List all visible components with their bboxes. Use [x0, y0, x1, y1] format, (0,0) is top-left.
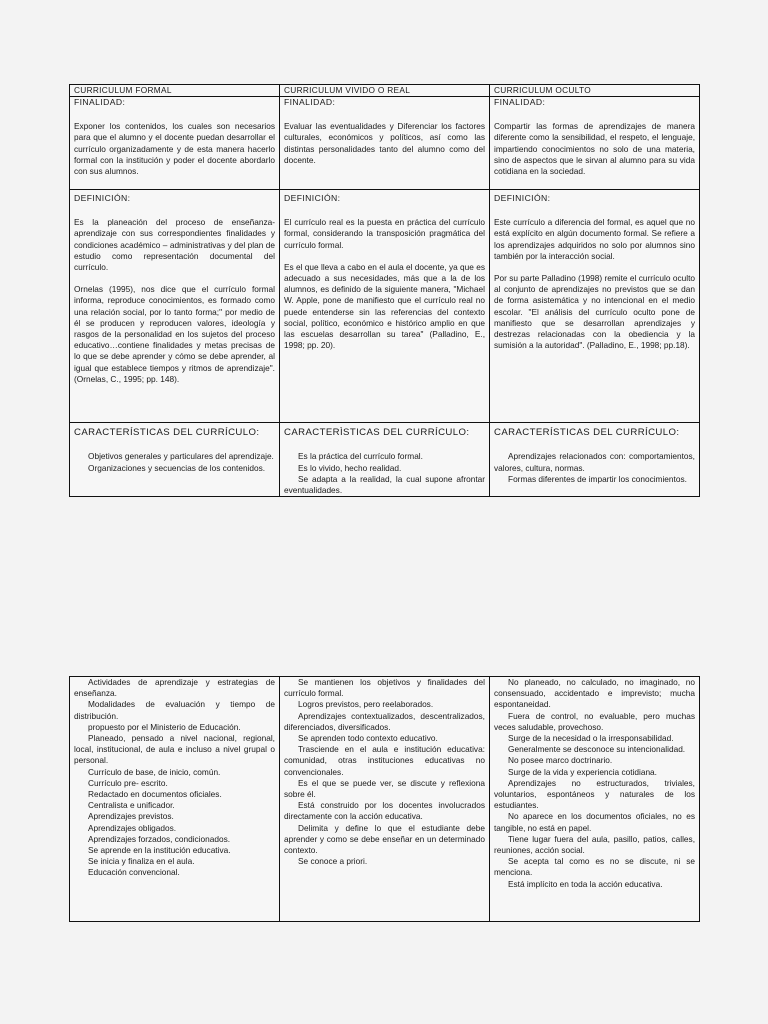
list-item: Aprendizajes relacionados con: comportamientos, valores, cultura, normas. — [494, 451, 695, 473]
caracteristicas-row — [70, 423, 700, 497]
finalidad-label: FINALIDAD: — [284, 97, 336, 108]
definicion-paragraph: Por su parte Palladino (1998) remite el currículo oculto al conjunto de aprendizajes no previstos que se dan de forma asistemática y no intencional en el medio escolar. "El análisis del currículo oculto pone de manifiesto que se desarrollan aprendizajes y destrezas relacionadas con la obediencia y la sumisión a la autoridad". (Palladino, E., 1998; pp.18). — [494, 273, 695, 351]
list-item: Delimita y define lo que el estudiante debe aprender y como se debe enseñar en un determinado contexto. — [284, 822, 485, 856]
finalidad-text: Compartir las formas de aprendizajes de manera diferente como la sensibilidad, el respeto, el lenguaje, impartiendo conocimientos no solo de una materia, sino de aspectos que le sirvan al alumno para su vida cotidiana en la sociedad. — [494, 121, 695, 177]
definicion-cell-oculto — [490, 190, 700, 423]
header-curriculum-oculto: CURRICULUM OCULTO — [490, 85, 700, 97]
curriculum-comparison-table — [69, 84, 700, 497]
caracteristicas-cell-oculto — [490, 423, 700, 497]
list-item: Actividades de aprendizaje y estrategias de enseñanza. — [74, 677, 275, 699]
definicion-paragraph: Ornelas (1995), nos dice que el currículo formal informa, reproduce conocimientos, es formado como una relación social, por lo tanto forma;" por medio de él se producen y reproducen valores, ideología y rasgos de la personalidad en los sujetos del proceso educativo…contiene finalidades y metas precisas de lo que se debe aprender y cómo se debe aprender, al igual que establece tiempos y ritmos de aprendizaje". (Ornelas, C., 1995; pp. 148). — [74, 284, 275, 384]
list-item: Formas diferentes de impartir los conocimientos. — [508, 473, 687, 484]
list-item: Aprendizajes contextualizados, descentralizados, diferenciados, diversificados. — [284, 710, 485, 732]
finalidad-row — [70, 97, 700, 190]
characteristics-list-row — [70, 677, 700, 922]
real-characteristics-cell — [280, 677, 490, 922]
list-item: Currículo pre- escrito. — [88, 777, 168, 788]
definicion-paragraph: El currículo real es la puesta en práctica del currículo formal, considerando la transposición pragmática del currículo formal. — [284, 217, 485, 250]
list-item: Se acepta tal como es no se discute, ni se menciona. — [494, 856, 695, 878]
finalidad-cell-oculto — [490, 97, 700, 190]
list-item: Trasciende en el aula e institución educativa: comunidad, otras instituciones educativas no convencionales. — [284, 744, 485, 777]
list-item: No planeado, no calculado, no imaginado, no consensuado, accidentado e imprevisto; mucha espontaneidad. — [494, 677, 695, 710]
list-item: Está construido por los docentes involucrados directamente con la acción educativa. — [284, 800, 485, 822]
caracteristicas-label: CARACTERÍSTICAS DEL CURRÍCULO: — [494, 427, 680, 439]
header-curriculum-formal: CURRICULUM FORMAL — [70, 85, 280, 97]
definicion-label: DEFINICIÓN: — [74, 193, 131, 204]
list-item: Se mantienen los objetivos y finalidades del currículo formal. — [284, 677, 485, 699]
list-item: Aprendizajes previstos. — [88, 811, 174, 822]
definicion-paragraph: Es el que lleva a cabo en el aula el docente, ya que es adecuado a sus necesidades, más que a la de los alumnos, es definido de la siguiente manera, "Michael W. Apple, pone de manifiesto que el currículo real no puede entenderse sin las referencias del contexto social, político, económico e histórico amplio en que las escuelas desarrollan su tarea" (Palladino, E., 1998; pp. 20). — [284, 261, 485, 351]
finalidad-label: FINALIDAD: — [74, 97, 126, 108]
list-item: Aprendizajes forzados, condicionados. — [88, 833, 231, 844]
list-item: Fuera de control, no evaluable, pero muchas veces saludable, provechoso. — [494, 710, 695, 732]
table-header-row — [70, 85, 700, 97]
caracteristicas-label: CARACTERÌSTICAS DEL CURRÍCULO: — [284, 427, 470, 439]
curriculum-characteristics-table — [69, 676, 700, 922]
list-item: Redactado en documentos oficiales. — [88, 789, 222, 800]
definicion-label: DEFINICIÓN: — [494, 193, 551, 204]
finalidad-text: Evaluar las eventualidades y Diferenciar los factores culturales, económicos y políticos, así como las distintas personalidades tanto del alumno como del docente. — [284, 121, 485, 165]
list-item: Surge de la vida y experiencia cotidiana. — [508, 766, 657, 777]
list-item: Se inicia y finaliza en el aula. — [88, 856, 195, 867]
list-item: Organizaciones y secuencias de los contenidos. — [88, 462, 266, 473]
list-item: Modalidades de evaluación y tiempo de distribución. — [74, 699, 275, 721]
list-item: Es la práctica del currículo formal. — [298, 451, 423, 462]
list-item: Centralista e unificador. — [88, 800, 175, 811]
list-item: Tiene lugar fuera del aula, pasillo, patios, calles, reuniones, acción social. — [494, 833, 695, 856]
list-item: Está implícito en toda la acción educativa. — [508, 878, 663, 889]
list-item: Se aprenden todo contexto educativo. — [298, 733, 438, 744]
list-item: No aparece en los documentos oficiales, no es tangible, no está en papel. — [494, 811, 695, 833]
definicion-row — [70, 190, 700, 423]
caracteristicas-cell-formal — [70, 423, 280, 497]
definicion-paragraph: Este currículo a diferencia del formal, es aquel que no está explícito en algún documento formal. Se refiere a los aprendizajes adquiridos no solo por alumnos sino también por la interacción social. — [494, 217, 695, 261]
caracteristicas-cell-real — [280, 423, 490, 497]
finalidad-cell-real — [280, 97, 490, 190]
list-item: Currículo de base, de inicio, común. — [88, 766, 221, 777]
list-item: Generalmente se desconoce su intencionalidad. — [508, 744, 686, 755]
list-item: Se conoce a priori. — [298, 856, 368, 867]
list-item: Planeado, pensado a nivel nacional, regional, local, institucional, de aula e incluso a nivel grupal o personal. — [74, 733, 275, 766]
list-item: Logros previstos, pero reelaborados. — [298, 699, 434, 710]
header-curriculum-real: CURRICULUM VIVIDO O REAL — [280, 85, 490, 97]
list-item: Se adapta a la realidad, la cual supone afrontar eventualidades. — [284, 473, 485, 496]
definicion-label: DEFINICIÓN: — [284, 193, 341, 204]
list-item: Es lo vivido, hecho realidad. — [298, 462, 402, 473]
list-item: propuesto por el Ministerio de Educación. — [88, 721, 241, 732]
list-item: Es el que se puede ver, se discute y reflexiona sobre él. — [284, 777, 485, 800]
list-item: Objetivos generales y particulares del aprendizaje. — [88, 451, 274, 462]
definicion-cell-formal — [70, 190, 280, 423]
finalidad-text: Exponer los contenidos, los cuales son necesarios para que el alumno y el docente puedan desarrollar el currículo organizadamente y de esta manera hacerlo formal con la institución y poder el docente abordarlo con sus alumnos. — [74, 121, 275, 177]
definicion-cell-real — [280, 190, 490, 423]
formal-characteristics-cell — [70, 677, 280, 922]
list-item: Aprendizajes obligados. — [88, 822, 177, 833]
definicion-paragraph: Es la planeación del proceso de enseñanza-aprendizaje con sus correspondientes finalidades y condiciones académico – administrativas y del plan de estudio como representación documental del currículo. — [74, 217, 275, 273]
list-item: Se aprende en la institución educativa. — [88, 845, 231, 856]
finalidad-cell-formal — [70, 97, 280, 190]
list-item: Educación convencional. — [88, 867, 180, 878]
oculto-characteristics-cell — [490, 677, 700, 922]
list-item: Surge de la necesidad o la irresponsabilidad. — [508, 733, 674, 744]
list-item: Aprendizajes no estructurados, triviales, voluntarios, espontáneos y naturales de los estudiantes. — [494, 777, 695, 811]
finalidad-label: FINALIDAD: — [494, 97, 546, 108]
list-item: No posee marco doctrinario. — [508, 755, 613, 766]
caracteristicas-label: CARACTERÍSTICAS DEL CURRÍCULO: — [74, 427, 260, 439]
